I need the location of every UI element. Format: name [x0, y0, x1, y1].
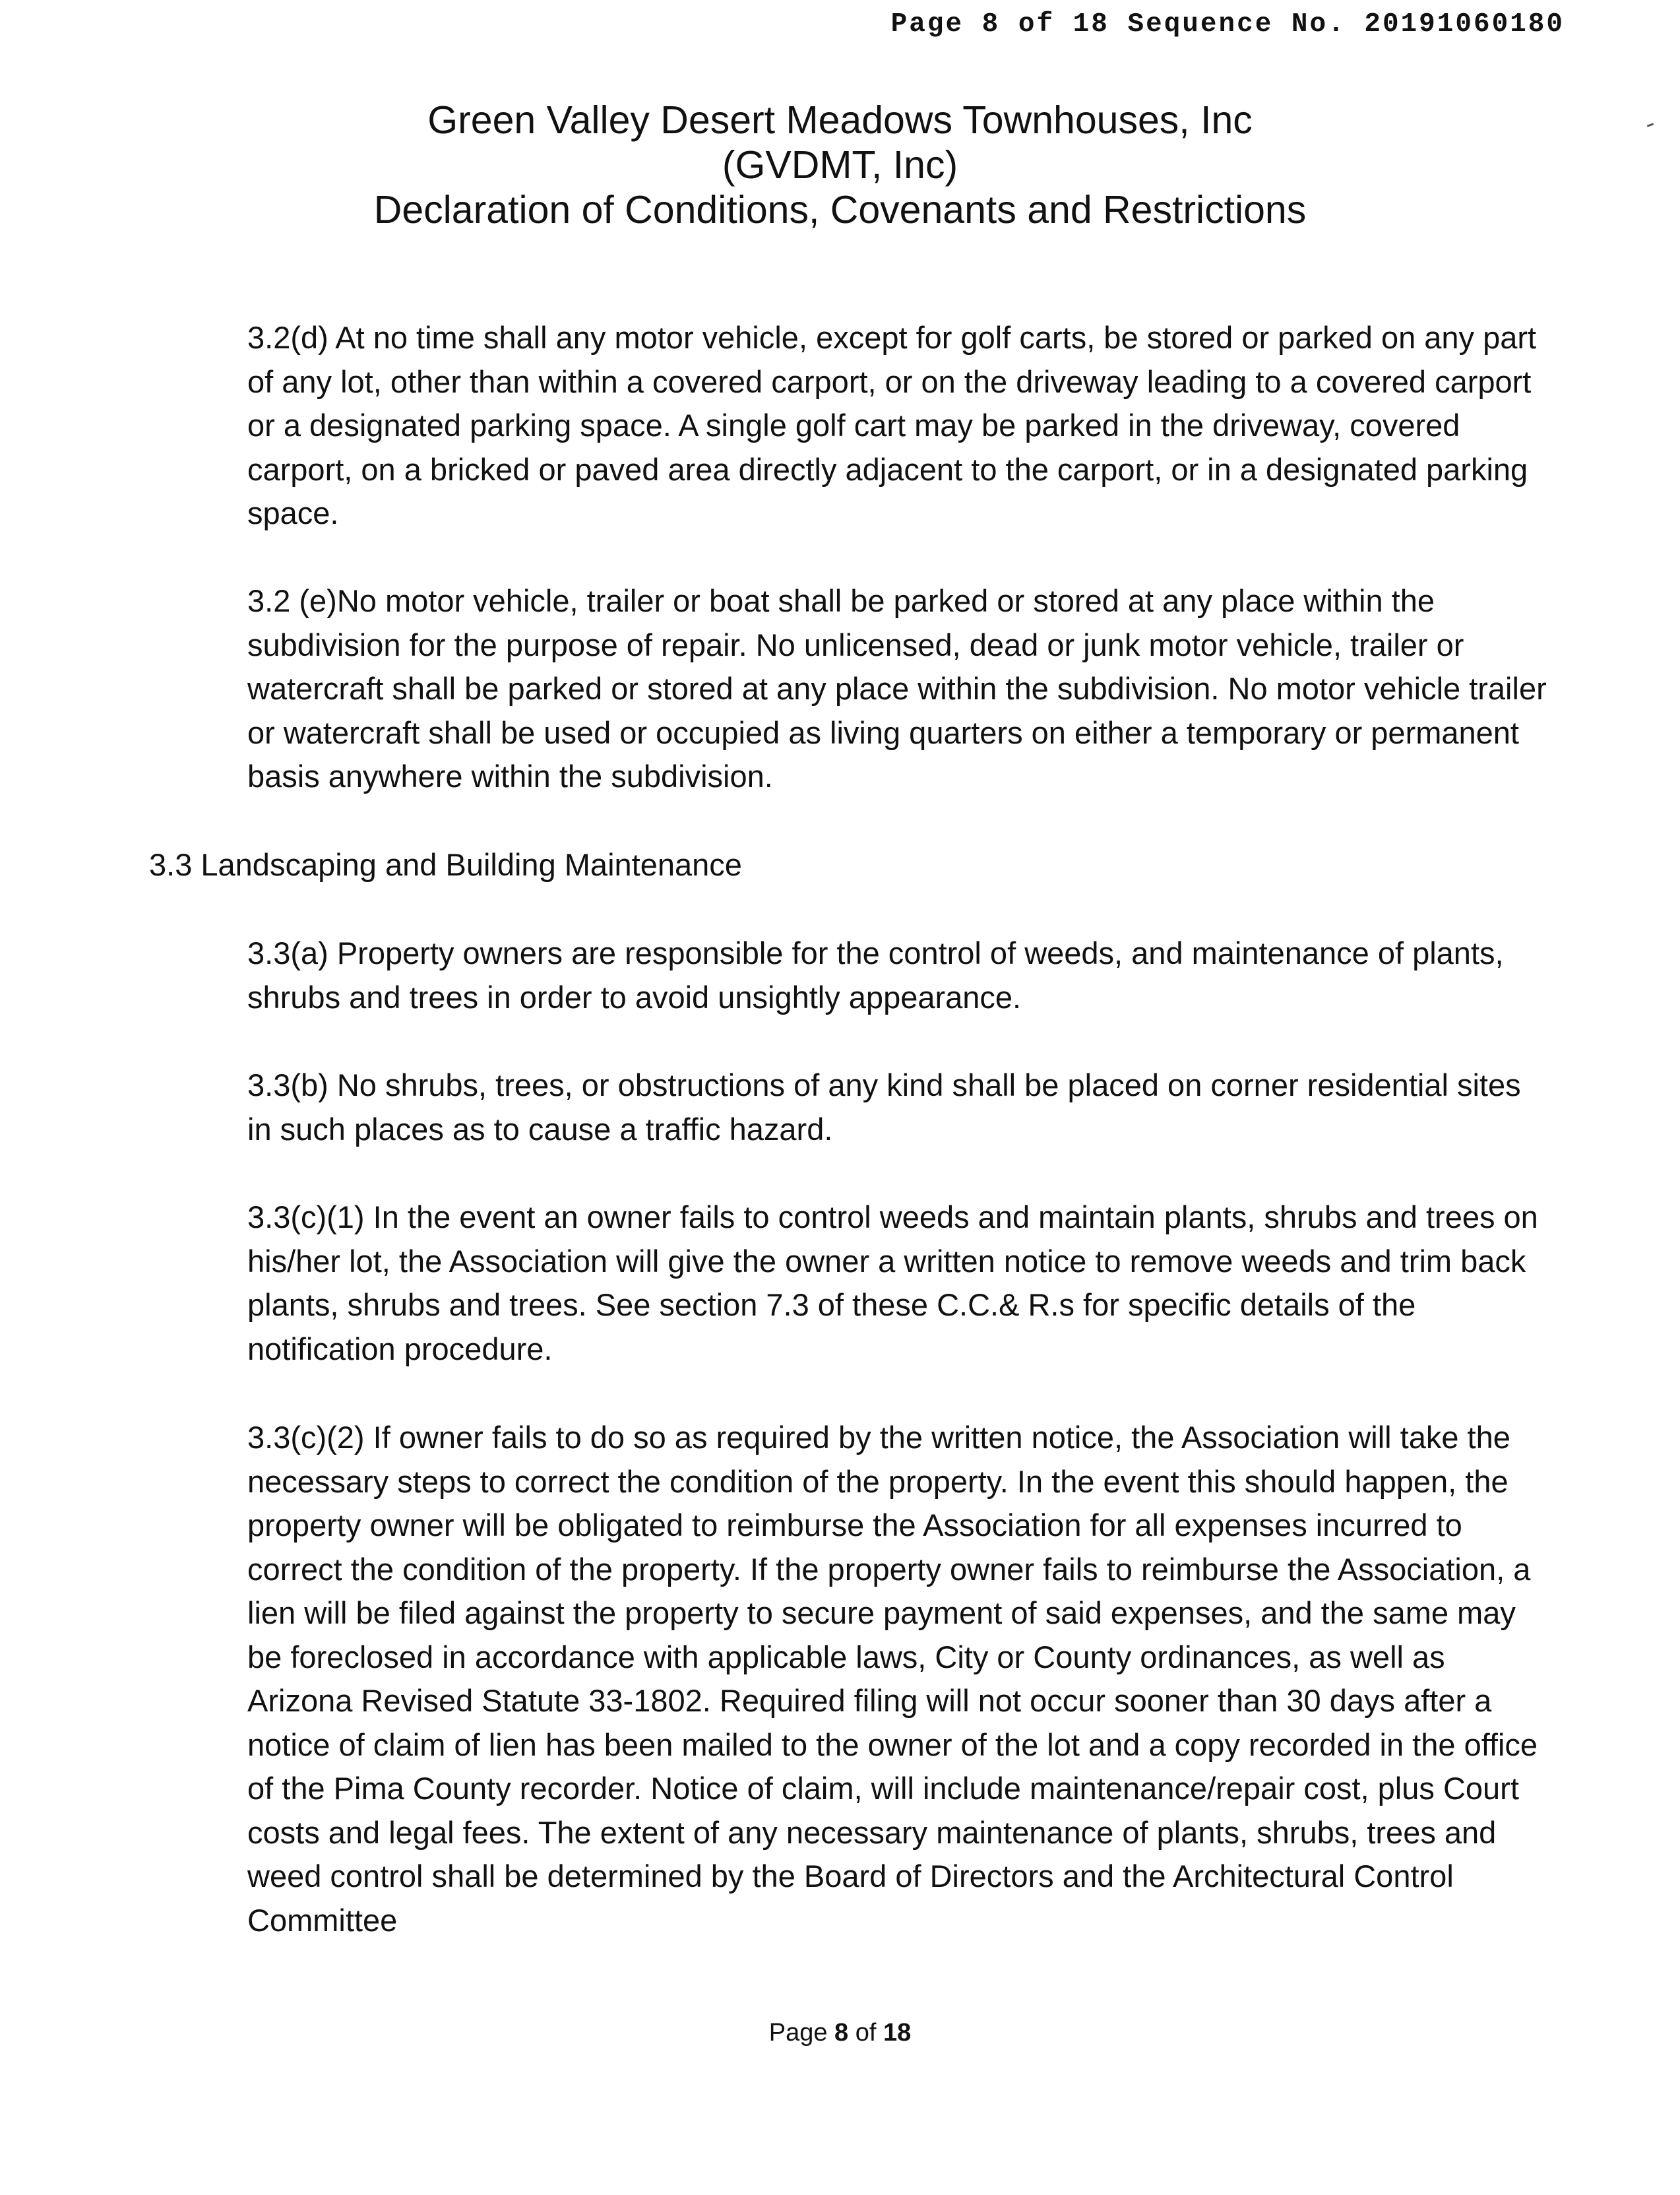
paragraph-3-3c2: 3.3(c)(2) If owner fails to do so as required by the written notice, the Association will take the necessary steps to correct the condition of the property. In the event this should happen, the property owner will be obligated to reimburse the Association for all expenses incurred to correct the condition of the property. If the property owner fails to reimburse the Association, a lien will be filed against the property to secure payment of said expenses, and the same may be foreclosed in accordance with applicable laws, City or County ordinances, as well as Arizona Revised Statute 33-1802. Required filing will not occur sooner than 30 days after a notice of claim of lien has been mailed to the owner of the lot and a copy recorded in the office of the Pima County recorder. Notice of claim, will include maintenance/repair cost, plus Court costs and legal fees. The extent of any necessary maintenance of plants, shrubs, trees and weed control shall be determined by the Board of Directors and the Architectural Control Committee	[247, 1420, 1538, 1938]
title-line-3: Declaration of Conditions, Covenants and Restrictions	[373, 188, 1307, 232]
title-line-1: Green Valley Desert Meadows Townhouses, Inc	[427, 98, 1253, 142]
recording-stamp: Page 8 of 18 Sequence No. 20191060180	[890, 9, 1565, 40]
title-line-2: (GVDMT, Inc)	[722, 143, 958, 187]
paragraph-3-3a: 3.3(a) Property owners are responsible for the control of weeds, and maintenance of plants, shrubs and trees in order to avoid unsightly appearance.	[247, 936, 1504, 1015]
footer-total-pages: 18	[883, 2019, 912, 2047]
document-title	[0, 98, 1680, 232]
footer-current-page: 8	[834, 2019, 849, 2047]
paragraph-3-2d: 3.2(d) At no time shall any motor vehicle, except for golf carts, be stored or parked on any part of any lot, other than within a covered carport, or on the driveway leading to a covered carport or a designated parking space. A single golf cart may be parked in the driveway, covered carport, on a bricked or paved area directly adjacent to the carport, or in a designated parking space.	[247, 320, 1537, 530]
paragraph-3-2e: 3.2 (e)No motor vehicle, trailer or boat shall be parked or stored at any place within the subdivision for the purpose of repair. No unlicensed, dead or junk motor vehicle, trailer or watercraft shall be parked or stored at any place within the subdivision. No motor vehicle trailer or watercraft shall be used or occupied as living quarters on either a temporary or permanent basis anywhere within the subdivision.	[247, 583, 1547, 794]
paragraph-3-3b: 3.3(b) No shrubs, trees, or obstructions of any kind shall be placed on corner residential sites in such places as to cause a traffic hazard.	[247, 1067, 1521, 1147]
footer-prefix: Page	[768, 2019, 835, 2047]
section-heading-3-3: 3.3 Landscaping and Building Maintenance	[149, 847, 742, 882]
paragraph-3-3c1: 3.3(c)(1) In the event an owner fails to control weeds and maintain plants, shrubs and trees on his/her lot, the Association will give the owner a written notice to remove weeds and trim back plants, shrubs and trees. See section 7.3 of these C.C.& R.s for specific details of the notification procedure.	[247, 1199, 1538, 1366]
footer-middle: of	[848, 2019, 883, 2047]
page-footer	[0, 2019, 1680, 2047]
